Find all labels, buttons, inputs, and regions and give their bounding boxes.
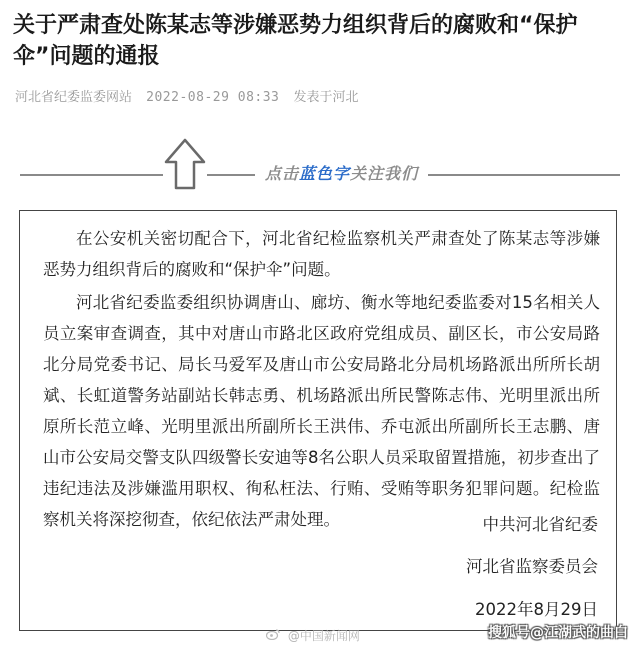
signature-org-1: 中共河北省纪委 bbox=[482, 515, 598, 534]
weibo-icon bbox=[266, 629, 284, 643]
follow-suffix: 关注我们 bbox=[350, 164, 419, 183]
follow-prompt[interactable] bbox=[255, 161, 428, 184]
watermark-right: 搜狐号@江湖武的曲白 bbox=[488, 625, 628, 641]
notice-image bbox=[19, 210, 617, 631]
up-arrow-icon bbox=[163, 137, 207, 191]
article-title: 关于严肃查处陈某志等涉嫌恶势力组织背后的腐败和“保护伞”问题的通报 bbox=[13, 13, 578, 69]
publish-location: 发表于河北 bbox=[293, 90, 359, 105]
publish-datetime: 2022-08-29 08:33 bbox=[146, 90, 280, 105]
follow-banner[interactable] bbox=[20, 135, 620, 193]
watermark-center bbox=[266, 627, 360, 644]
notice-paragraph-2: 河北省纪委监委组织协调唐山、廊坊、衡水等地纪委监委对15名相关人员立案审查调查，其中对唐山市路北区政府党组成员、副区长，市公安局路北分局党委书记、局长马爱军及唐山市公安局路北分局机场路派出所所长胡斌、长虹道警务站副站长韩志勇、机场路派出所民警陈志伟、光明里派出所原所长范立峰、光明里派出所副所长王洪伟、乔屯派出所副所长王志鹏、唐山市公安局交警支队四级警长安迪等8名公职人员采取留置措施，初步查出了违纪违法及涉嫌滥用职权、徇私枉法、行贿、受贿等职务犯罪问题。纪检监察机关将深挖彻查，依纪依法严肃处理。 bbox=[43, 293, 600, 529]
follow-highlight: 蓝色字 bbox=[299, 164, 351, 183]
signature-org-2: 河北省监察委员会 bbox=[466, 557, 598, 576]
article-meta bbox=[15, 86, 369, 105]
watermark-center-text: @中国新闻网 bbox=[287, 629, 360, 643]
notice-paragraph-1: 在公安机关密切配合下，河北省纪检监察机关严肃查处了陈某志等涉嫌恶势力组织背后的腐败和“保护伞”问题。 bbox=[43, 229, 600, 279]
source-link[interactable]: 河北省纪委监委网站 bbox=[15, 90, 133, 105]
signature-date: 2022年8月29日 bbox=[475, 600, 598, 619]
follow-prefix: 点击 bbox=[265, 164, 300, 183]
